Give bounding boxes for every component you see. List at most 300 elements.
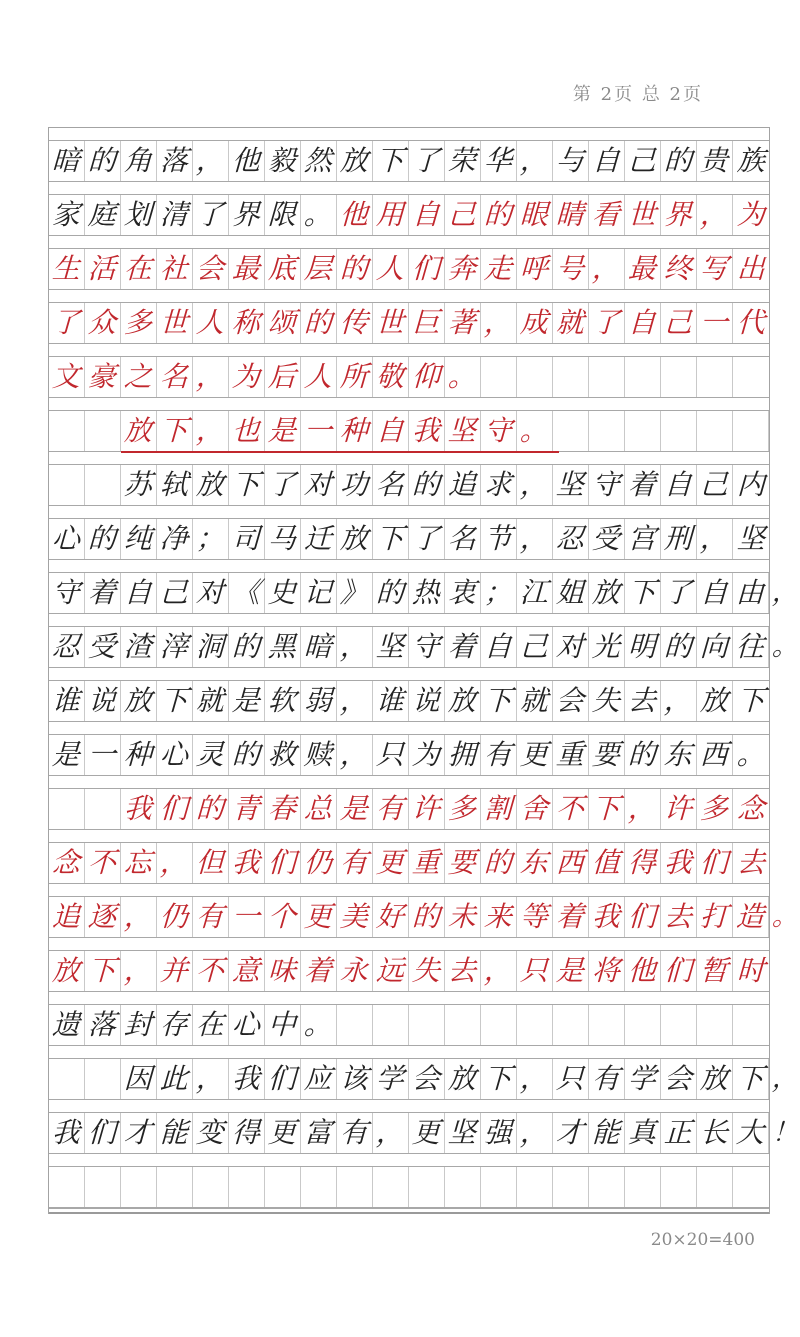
grid-cell	[193, 573, 229, 613]
grid-cell	[481, 789, 517, 829]
grid-cell	[661, 843, 697, 883]
grid-cell	[481, 897, 517, 937]
handwritten-char: 滓	[159, 630, 190, 663]
handwritten-char: ；	[195, 522, 226, 555]
grid-cell	[301, 519, 337, 559]
handwritten-char: 纯	[123, 522, 154, 555]
grid-cell	[553, 627, 589, 667]
handwritten-char: 记	[303, 576, 334, 609]
grid-cell	[337, 1113, 373, 1153]
grid-cell	[193, 789, 229, 829]
handwritten-char: 谁	[51, 684, 82, 717]
grid-cell	[373, 303, 409, 343]
grid-cell	[553, 843, 589, 883]
grid-cell	[337, 1005, 373, 1045]
grid-cell	[85, 789, 121, 829]
grid-cell	[517, 789, 553, 829]
grid-cell	[553, 519, 589, 559]
handwritten-char: 长	[699, 1116, 730, 1149]
grid-cell	[589, 681, 625, 721]
handwritten-char: 软	[267, 684, 298, 717]
grid-cell	[121, 141, 157, 181]
handwritten-char: 坚	[736, 522, 766, 555]
handwritten-char: 舍	[519, 792, 550, 825]
grid-cell	[157, 249, 193, 289]
handwritten-char: 因	[123, 1062, 154, 1095]
handwritten-char: ，	[591, 252, 622, 285]
handwritten-char: 传	[339, 306, 370, 339]
handwritten-char: 对	[555, 630, 586, 663]
handwritten-char: 的	[87, 522, 118, 555]
handwritten-char: 自	[411, 198, 442, 231]
grid-cell	[265, 573, 301, 613]
grid-cell	[445, 249, 481, 289]
grid-cell	[121, 735, 157, 775]
handwritten-char: 下	[159, 684, 190, 717]
grid-cell	[85, 573, 121, 613]
handwritten-char: 会	[555, 684, 586, 717]
handwritten-char: 巨	[411, 306, 442, 339]
handwritten-char: 的	[375, 576, 406, 609]
grid-cell	[373, 1167, 409, 1207]
grid-cell	[373, 465, 409, 505]
handwritten-char: 更	[375, 846, 406, 879]
handwritten-char: 只	[519, 954, 550, 987]
handwritten-char: 有	[195, 900, 226, 933]
overflow-punctuation: ！	[771, 1118, 799, 1148]
handwritten-char: 。	[519, 414, 550, 447]
grid-cell	[157, 411, 193, 451]
grid-cell	[85, 195, 121, 235]
handwritten-char: 苏	[123, 468, 154, 501]
handwritten-char: 的	[411, 468, 442, 501]
handwritten-char: 人	[195, 306, 226, 339]
handwritten-char: 有	[483, 738, 514, 771]
handwritten-char: 了	[51, 306, 82, 339]
handwritten-char: 的	[663, 630, 694, 663]
grid-cell	[733, 357, 769, 397]
handwritten-char: 己	[519, 630, 550, 663]
handwritten-char: 毅	[267, 144, 298, 177]
handwritten-char: 许	[411, 792, 442, 825]
grid-cell	[157, 141, 193, 181]
handwritten-char: 我	[51, 1116, 82, 1149]
grid-cell	[661, 249, 697, 289]
handwritten-char: 眼	[519, 198, 550, 231]
grid-cell	[265, 357, 301, 397]
handwritten-char: 己	[159, 576, 190, 609]
grid-cell	[121, 249, 157, 289]
handwritten-char: 史	[267, 576, 298, 609]
grid-cell	[733, 465, 769, 505]
grid-cell	[661, 303, 697, 343]
grid-cell	[265, 1113, 301, 1153]
handwritten-char: 下	[483, 1062, 514, 1095]
handwritten-char: 重	[411, 846, 442, 879]
handwritten-char: 。	[303, 198, 334, 231]
handwritten-char: 西	[699, 738, 730, 771]
grid-cell	[553, 573, 589, 613]
overflow-punctuation: 。	[771, 902, 799, 932]
manuscript-row	[49, 248, 769, 290]
grid-cell	[337, 627, 373, 667]
handwritten-char: 强	[483, 1116, 514, 1149]
handwritten-char: 我	[591, 900, 622, 933]
handwritten-char: 己	[447, 198, 478, 231]
handwritten-char: 了	[411, 522, 442, 555]
grid-cell	[589, 141, 625, 181]
handwritten-char: ，	[627, 792, 658, 825]
handwritten-char: 是	[231, 684, 262, 717]
handwritten-char: 去	[627, 684, 658, 717]
grid-cell	[445, 627, 481, 667]
handwritten-char: 我	[231, 846, 262, 879]
handwritten-char: 由	[735, 576, 766, 609]
grid-cell	[301, 951, 337, 991]
grid-cell	[481, 951, 517, 991]
grid-cell	[733, 1113, 769, 1153]
grid-cell	[337, 141, 373, 181]
grid-cell	[625, 1005, 661, 1045]
handwritten-char: 下	[627, 576, 658, 609]
handwritten-char: 追	[447, 468, 478, 501]
grid-cell	[85, 627, 121, 667]
grid-cell	[625, 1113, 661, 1153]
grid-cell	[553, 141, 589, 181]
grid-cell	[49, 303, 85, 343]
handwritten-char: 味	[267, 954, 298, 987]
handwritten-char: 净	[159, 522, 190, 555]
grid-cell	[337, 573, 373, 613]
handwritten-char: 对	[195, 576, 226, 609]
grid-cell	[409, 789, 445, 829]
grid-cell	[445, 1005, 481, 1045]
grid-cell	[193, 897, 229, 937]
handwritten-char: 放	[123, 684, 154, 717]
grid-rows	[49, 140, 799, 1208]
grid-cell	[157, 195, 193, 235]
handwritten-char: 们	[267, 846, 298, 879]
handwritten-char: 放	[123, 414, 154, 447]
grid-cell	[157, 465, 193, 505]
manuscript-row	[49, 1112, 799, 1154]
handwritten-char: 的	[663, 144, 694, 177]
handwritten-char: 写	[699, 252, 730, 285]
handwritten-char: 江	[519, 576, 550, 609]
handwritten-char: 才	[555, 1116, 586, 1149]
grid-cell	[49, 843, 85, 883]
grid-cell	[265, 303, 301, 343]
grid-cell	[409, 573, 445, 613]
grid-cell	[733, 195, 769, 235]
handwritten-char: 的	[483, 198, 514, 231]
handwritten-char: 心	[231, 1008, 262, 1041]
grid-cell	[265, 735, 301, 775]
handwritten-char: 放	[699, 1062, 730, 1095]
grid-cell	[517, 843, 553, 883]
handwritten-char: 划	[123, 198, 154, 231]
handwritten-char: 生	[51, 252, 82, 285]
handwritten-char: ，	[195, 144, 226, 177]
handwritten-char: 暗	[303, 630, 334, 663]
handwritten-char: 奔	[447, 252, 478, 285]
handwritten-char: 名	[375, 468, 406, 501]
grid-cell	[733, 1005, 769, 1045]
manuscript-row	[49, 302, 769, 344]
grid-cell	[157, 735, 193, 775]
manuscript-grid-sheet	[48, 127, 799, 1214]
grid-cell	[265, 1059, 301, 1099]
grid-cell	[589, 573, 625, 613]
grid-cell	[337, 519, 373, 559]
grid-cell	[589, 195, 625, 235]
handwritten-char: 代	[736, 306, 766, 339]
grid-cell	[301, 1005, 337, 1045]
grid-cell	[337, 1167, 373, 1207]
handwritten-char: 远	[375, 954, 406, 987]
handwritten-char: 有	[339, 846, 370, 879]
handwritten-char: 心	[51, 522, 82, 555]
grid-cell	[733, 411, 769, 451]
grid-cell	[49, 789, 85, 829]
grid-cell	[49, 951, 85, 991]
handwritten-char: 灵	[195, 738, 226, 771]
grid-cell	[229, 303, 265, 343]
grid-cell	[157, 843, 193, 883]
grid-cell	[409, 1059, 445, 1099]
handwritten-char: 的	[339, 252, 370, 285]
handwritten-char: 说	[87, 684, 118, 717]
handwritten-char: 迁	[303, 522, 334, 555]
grid-cell	[193, 303, 229, 343]
handwritten-char: ，	[519, 522, 550, 555]
manuscript-row	[49, 140, 769, 182]
handwritten-char: 自	[123, 576, 154, 609]
grid-cell	[481, 357, 517, 397]
grid-cell	[229, 627, 265, 667]
grid-cell	[553, 951, 589, 991]
grid-cell	[265, 465, 301, 505]
handwritten-char: 世	[375, 306, 406, 339]
handwritten-char: 黑	[267, 630, 298, 663]
handwritten-char: 》	[339, 576, 370, 609]
handwritten-char: 名	[447, 522, 478, 555]
handwritten-char: 对	[303, 468, 334, 501]
grid-cell	[373, 249, 409, 289]
grid-cell	[589, 897, 625, 937]
handwritten-char: 家	[51, 198, 82, 231]
handwritten-char: 放	[447, 684, 478, 717]
handwritten-char: 放	[447, 1062, 478, 1095]
grid-cell	[409, 681, 445, 721]
grid-cell	[445, 1059, 481, 1099]
handwritten-char: 人	[375, 252, 406, 285]
handwritten-char: 下	[375, 522, 406, 555]
handwritten-char: 们	[159, 792, 190, 825]
handwritten-char: 应	[303, 1062, 334, 1095]
manuscript-row	[49, 572, 799, 614]
grid-cell	[517, 411, 553, 451]
handwritten-char: 们	[699, 846, 730, 879]
grid-cell	[157, 897, 193, 937]
grid-cell	[265, 411, 301, 451]
grid-cell	[697, 1005, 733, 1045]
handwritten-char: 失	[591, 684, 622, 717]
handwritten-char: 救	[267, 738, 298, 771]
handwritten-char: 受	[87, 630, 118, 663]
handwritten-char: 忍	[51, 630, 82, 663]
grid-cell	[553, 1167, 589, 1207]
grid-cell	[517, 303, 553, 343]
grid-cell	[517, 141, 553, 181]
grid-cell	[265, 789, 301, 829]
grid-cell	[49, 735, 85, 775]
grid-cell	[553, 789, 589, 829]
handwritten-char: 一	[699, 306, 730, 339]
handwritten-char: 能	[159, 1116, 190, 1149]
grid-cell	[733, 303, 769, 343]
handwritten-char: 谁	[375, 684, 406, 717]
handwritten-char: 下	[159, 414, 190, 447]
handwritten-char: 颂	[267, 306, 298, 339]
grid-cell	[121, 411, 157, 451]
grid-cell	[265, 519, 301, 559]
handwritten-char: 会	[663, 1062, 694, 1095]
grid-cell	[229, 843, 265, 883]
handwritten-char: 庭	[87, 198, 118, 231]
grid-cell	[301, 141, 337, 181]
grid-cell	[481, 843, 517, 883]
grid-cell	[121, 897, 157, 937]
grid-cell	[697, 573, 733, 613]
grid-cell	[589, 1059, 625, 1099]
grid-cell	[481, 573, 517, 613]
handwritten-char: 去	[447, 954, 478, 987]
grid-cell	[409, 195, 445, 235]
grid-cell	[229, 1005, 265, 1045]
grid-cell	[517, 627, 553, 667]
grid-cell	[589, 1167, 625, 1207]
grid-cell	[373, 735, 409, 775]
grid-cell	[157, 1005, 193, 1045]
handwritten-char: 们	[87, 1116, 118, 1149]
handwritten-char: 们	[627, 900, 658, 933]
grid-cell	[337, 1059, 373, 1099]
handwritten-char: 守	[483, 414, 514, 447]
grid-cell	[229, 465, 265, 505]
handwritten-char: 有	[375, 792, 406, 825]
grid-cell	[265, 627, 301, 667]
handwritten-char: 文	[51, 360, 82, 393]
handwritten-char: 要	[447, 846, 478, 879]
handwritten-char: 界	[231, 198, 262, 231]
manuscript-row	[49, 1004, 769, 1046]
grid-cell	[301, 1059, 337, 1099]
grid-cell	[229, 573, 265, 613]
handwritten-char: 了	[591, 306, 622, 339]
handwritten-char: 豪	[87, 360, 118, 393]
handwritten-char: 坚	[447, 414, 478, 447]
handwritten-char: 们	[411, 252, 442, 285]
grid-cell	[85, 1113, 121, 1153]
grid-cell	[517, 1005, 553, 1045]
grid-cell	[661, 1113, 697, 1153]
grid-cell	[373, 627, 409, 667]
handwritten-char: 看	[591, 198, 622, 231]
handwritten-char: 中	[267, 1008, 298, 1041]
grid-cell	[661, 519, 697, 559]
grid-cell	[481, 1167, 517, 1207]
grid-cell	[733, 519, 769, 559]
handwritten-char: 司	[231, 522, 262, 555]
handwritten-char: 在	[123, 252, 154, 285]
handwritten-char: 然	[303, 144, 334, 177]
handwritten-char: 成	[519, 306, 550, 339]
grid-cell	[157, 1059, 193, 1099]
grid-cell	[121, 681, 157, 721]
handwritten-char: ，	[519, 1062, 550, 1095]
grid-cell	[121, 1059, 157, 1099]
handwritten-char: 要	[591, 738, 622, 771]
grid-cell	[661, 573, 697, 613]
grid-cell	[301, 627, 337, 667]
grid-cell	[625, 951, 661, 991]
grid-cell	[85, 141, 121, 181]
handwritten-char: 忘	[123, 846, 154, 879]
handwritten-char: 华	[483, 144, 514, 177]
handwritten-char: 著	[447, 306, 478, 339]
grid-cell	[49, 627, 85, 667]
handwritten-char: ，	[195, 414, 226, 447]
handwritten-char: 人	[303, 360, 334, 393]
handwritten-char: 会	[195, 252, 226, 285]
handwritten-char: 往	[735, 630, 766, 663]
handwritten-char: 为	[231, 360, 262, 393]
grid-cell	[49, 897, 85, 937]
grid-cell	[373, 897, 409, 937]
handwritten-char: 为	[736, 198, 766, 231]
handwritten-char: 用	[375, 198, 406, 231]
grid-cell	[697, 843, 733, 883]
title-underline	[121, 451, 559, 453]
handwritten-char: 走	[483, 252, 514, 285]
handwritten-char: 更	[267, 1116, 298, 1149]
handwritten-char: 去	[736, 846, 766, 879]
grid-cell	[373, 1113, 409, 1153]
handwritten-char: 能	[591, 1116, 622, 1149]
handwritten-char: 马	[267, 522, 298, 555]
handwritten-char: 得	[627, 846, 658, 879]
grid-cell	[229, 1059, 265, 1099]
grid-cell	[373, 1059, 409, 1099]
grid-cell	[409, 735, 445, 775]
grid-cell	[733, 249, 769, 289]
grid-cell	[481, 465, 517, 505]
grid-cell	[121, 951, 157, 991]
grid-cell	[733, 789, 769, 829]
page-number-header: 第 2页 总 2页	[572, 84, 703, 105]
handwritten-char: 他	[627, 954, 658, 987]
grid-cell	[589, 951, 625, 991]
handwritten-char: ，	[195, 1062, 226, 1095]
grid-cell	[409, 249, 445, 289]
handwritten-char: 东	[663, 738, 694, 771]
grid-cell	[409, 1113, 445, 1153]
grid-cell	[625, 195, 661, 235]
grid-cell	[373, 843, 409, 883]
handwritten-char: 不	[195, 954, 226, 987]
handwritten-char: ，	[123, 900, 154, 933]
